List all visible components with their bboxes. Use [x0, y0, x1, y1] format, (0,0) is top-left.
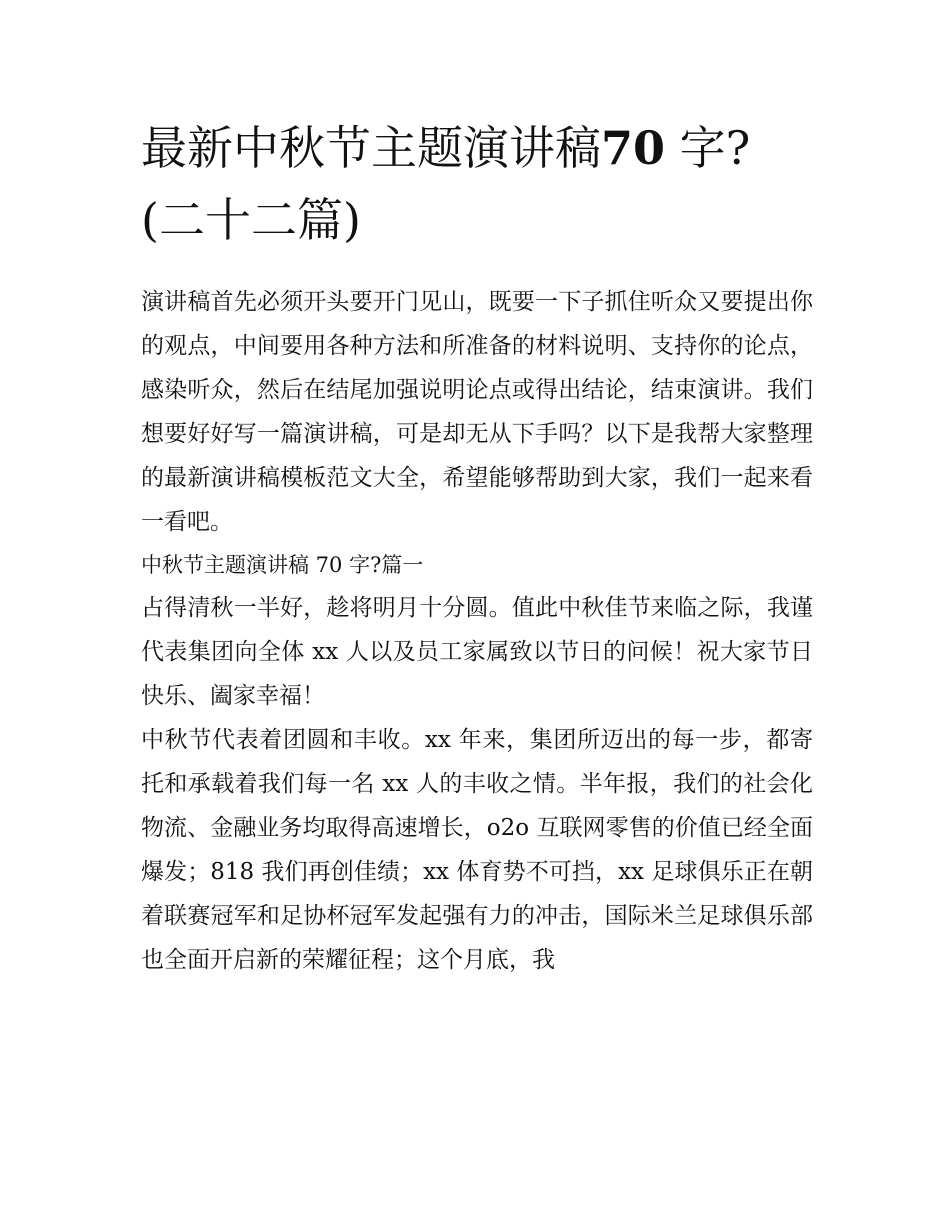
title-subtitle: (二十二篇): [141, 193, 361, 247]
title-number: 70: [601, 121, 666, 175]
section-heading: 中秋节主题演讲稿 70 字?篇一: [141, 553, 424, 577]
document-title: [141, 112, 821, 256]
section-paragraph-1: 占得清秋一半好，趁将明月十分圆。值此中秋佳节来临之际，我谨代表集团向全体 xx 人以及员工家属致以节日的问候！祝大家节日快乐、阖家幸福！: [141, 595, 813, 709]
title-suffix: 字?: [679, 121, 751, 175]
document-body: [141, 280, 813, 982]
intro-paragraph: 演讲稿首先必须开头要开门见山，既要一下子抓住听众又要提出你的观点，中间要用各种方法和所准备的材料说明、支持你的论点，感染听众，然后在结尾加强说明论点或得出结论，结束演讲。我们想要好好写一篇演讲稿，可是却无从下手吗？以下是我帮大家整理的最新演讲稿模板范文大全，希望能够帮助到大家，我们一起来看一看吧。: [141, 289, 813, 535]
title-text: 最新中秋节主题演讲稿: [141, 121, 601, 175]
section-paragraph-2: 中秋节代表着团圆和丰收。xx 年来，集团所迈出的每一步，都寄托和承载着我们每一名 xx 人的丰收之情。半年报，我们的社会化物流、金融业务均取得高速增长，o2o 互联网零售的价值已经全面爆发；818 我们再创佳绩；xx 体育势不可挡，xx 足球俱乐正在朝着联赛冠军和足协杯冠军发起强有力的冲击，国际米兰足球俱乐部也全面开启新的荣耀征程；这个月底，我: [141, 727, 813, 973]
